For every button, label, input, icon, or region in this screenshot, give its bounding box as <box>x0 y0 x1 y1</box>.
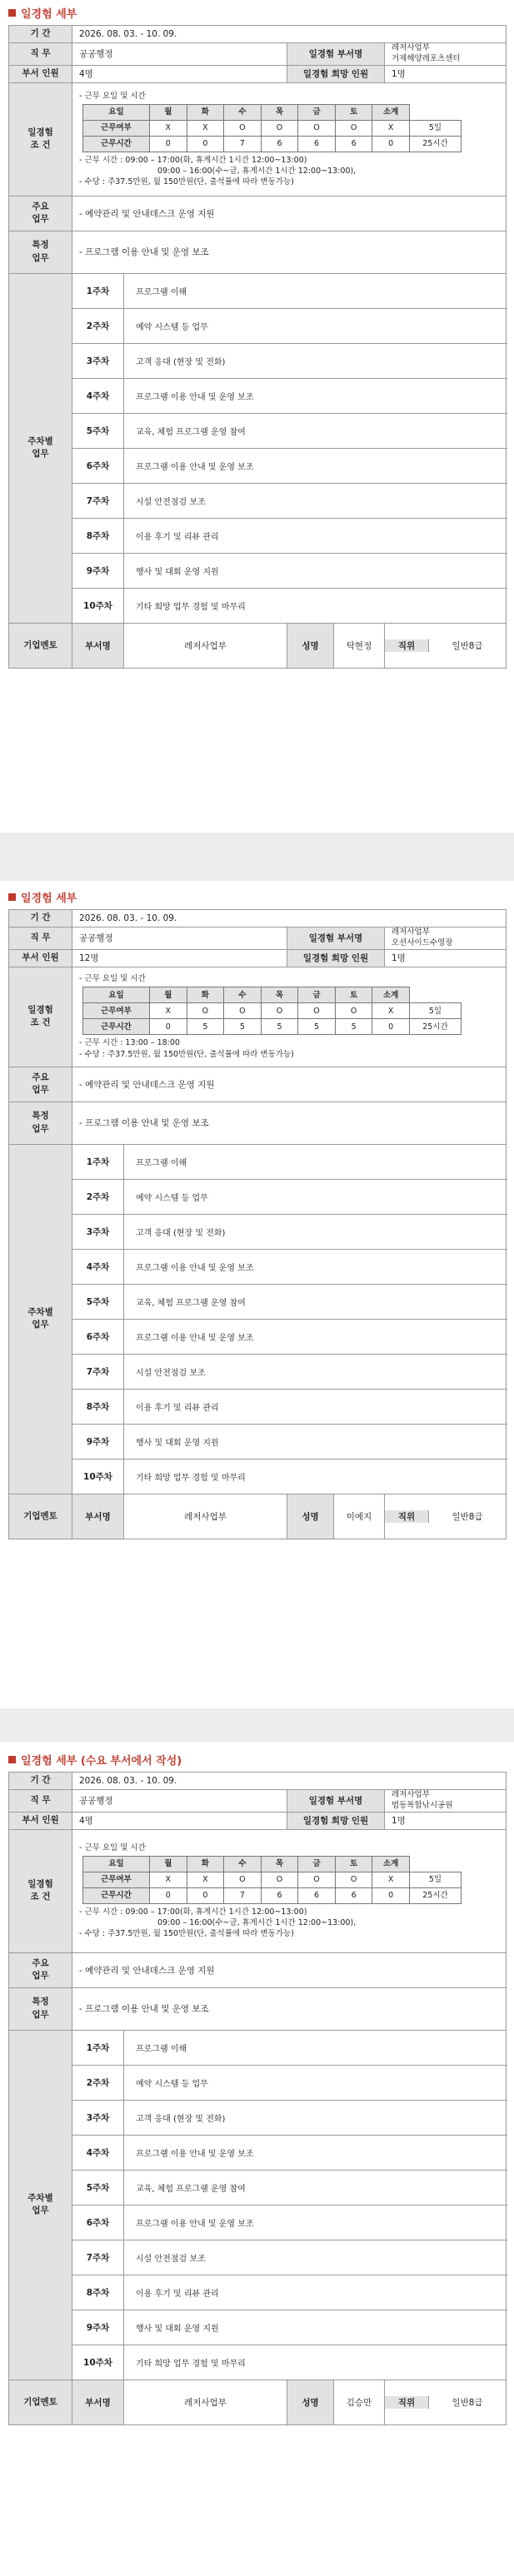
week-task: 예약 시스템 등 업무 <box>124 1179 507 1214</box>
job-value: 공공행정 <box>72 43 287 66</box>
week-number: 3주차 <box>72 1214 124 1249</box>
mentor-dept-label: 부서명 <box>72 2380 124 2424</box>
weekly-duty-label: 주차별 업무 <box>9 2030 72 2380</box>
mentor-dept-value: 레저사업부 <box>124 2380 287 2424</box>
week-number: 2주차 <box>72 308 124 343</box>
week-row <box>9 2345 507 2380</box>
week-task: 교육, 체험 프로그램 운영 참여 <box>124 413 507 448</box>
hours-header-cell: 목 <box>261 987 298 1003</box>
hours-header-cell: 토 <box>335 987 372 1003</box>
work-yn-cell: O <box>335 1872 372 1887</box>
work-yn-cell: O <box>261 1872 298 1887</box>
work-yn-cell: 5일 <box>410 1003 462 1019</box>
work-yn-cell: X <box>150 120 187 136</box>
week-task: 시설 안전점검 보조 <box>124 483 507 518</box>
work-hours-label: 근무시간 <box>83 136 150 152</box>
week-task: 행사 및 대회 운영 지원 <box>124 553 507 588</box>
special-duty-value: - 프로그램 이용 안내 및 운영 보조 <box>72 231 507 273</box>
week-row <box>9 518 507 553</box>
hours-header-cell: 월 <box>150 987 187 1003</box>
week-row <box>9 1319 507 1354</box>
week-row <box>9 2170 507 2205</box>
week-task: 기타 희망 업무 경험 및 마무리 <box>124 2345 507 2380</box>
hours-header-cell: 수 <box>224 1856 262 1872</box>
week-task: 이용 후기 및 리뷰 관리 <box>124 518 507 553</box>
week-number: 1주차 <box>72 1144 124 1179</box>
work-hours-cell: 6 <box>298 1887 336 1903</box>
mentor-name-label: 성명 <box>287 2380 334 2424</box>
week-number: 10주차 <box>72 1459 124 1494</box>
week-number: 5주차 <box>72 413 124 448</box>
week-task: 프로그램 이용 안내 및 운영 보조 <box>124 448 507 483</box>
condition-intro: - 근무 요일 및 시간 <box>79 91 146 101</box>
condition-intro: - 근무 요일 및 시간 <box>79 1842 146 1852</box>
experience-detail-section <box>0 884 514 1708</box>
week-number: 3주차 <box>72 2100 124 2135</box>
week-row <box>9 1284 507 1319</box>
mentor-position-cell <box>385 2380 507 2424</box>
condition-line: - 근무 시간 : 09:00 – 17:00(화, 휴게시간 1시간 12:00~13:00) <box>79 1907 307 1917</box>
work-yn-cell: O <box>335 120 372 136</box>
section-title-text: 일경험 세부 <box>21 7 77 21</box>
work-hours-cell: 5 <box>261 1019 298 1035</box>
work-hours-label: 근무시간 <box>83 1019 150 1035</box>
work-hours-cell: 6 <box>335 136 372 152</box>
week-task: 프로그램 이해 <box>124 2030 507 2065</box>
condition-intro: - 근무 요일 및 시간 <box>79 974 146 984</box>
hope-headcount-value: 1명 <box>385 949 507 967</box>
week-row <box>9 2205 507 2240</box>
week-number: 8주차 <box>72 518 124 553</box>
week-number: 7주차 <box>72 483 124 518</box>
experience-detail-section <box>0 1747 514 2571</box>
dept-headcount-label: 부서 인원 <box>9 949 72 967</box>
weekly-duty-label: 주차별 업무 <box>9 1144 72 1494</box>
week-number: 1주차 <box>72 273 124 308</box>
dept-value: 레저사업부 법동복합낚시공원 <box>385 1790 507 1813</box>
work-hours-cell: 0 <box>372 1887 410 1903</box>
week-task: 이용 후기 및 리뷰 관리 <box>124 2275 507 2310</box>
week-task: 예약 시스템 등 업무 <box>124 308 507 343</box>
week-number: 6주차 <box>72 1319 124 1354</box>
mentor-label: 기업멘토 <box>9 623 72 668</box>
work-hours-cell: 5 <box>298 1019 336 1035</box>
work-hours-cell: 25시간 <box>410 1887 462 1903</box>
period-label: 기 간 <box>9 910 72 927</box>
week-row <box>9 1424 507 1459</box>
work-hours-cell: 7 <box>224 1887 262 1903</box>
title-marker-icon <box>8 1756 16 1763</box>
special-duty-label: 특정 업무 <box>9 1102 72 1144</box>
week-number: 5주차 <box>72 1284 124 1319</box>
mentor-dept-value: 레저사업부 <box>124 623 287 668</box>
week-row <box>9 2030 507 2065</box>
work-hours-cell: 5 <box>335 1019 372 1035</box>
hope-headcount-value: 1명 <box>385 1812 507 1829</box>
hours-header-cell: 월 <box>150 1856 187 1872</box>
mentor-label: 기업멘토 <box>9 2380 72 2424</box>
special-duty-label: 특정 업무 <box>9 231 72 273</box>
hours-header-cell: 금 <box>298 104 336 120</box>
mentor-name-label: 성명 <box>287 623 334 668</box>
work-hours-label: 근무시간 <box>83 1887 150 1903</box>
work-hours-cell: 25시간 <box>410 1019 462 1035</box>
title-marker-icon <box>8 893 16 901</box>
week-row <box>9 413 507 448</box>
work-yn-cell: O <box>261 120 298 136</box>
section-separator <box>0 833 514 881</box>
job-value: 공공행정 <box>72 927 287 950</box>
work-hours-cell: 7 <box>224 136 262 152</box>
hours-header-cell: 요일 <box>83 104 150 120</box>
mentor-position-cell <box>385 623 507 668</box>
conditions-cell <box>72 967 507 1067</box>
job-value: 공공행정 <box>72 1790 287 1813</box>
condition-line: - 수당 : 주37.5만원, 월 150만원(단, 출석률에 따라 변동가능) <box>79 177 294 187</box>
section-title-text: 일경험 세부 <box>21 892 77 905</box>
work-yn-cell: 5일 <box>410 120 462 136</box>
section-title <box>8 884 77 909</box>
work-yn-label: 근무여부 <box>83 1872 150 1887</box>
week-number: 9주차 <box>72 2310 124 2345</box>
week-row <box>9 2135 507 2170</box>
week-number: 4주차 <box>72 2135 124 2170</box>
week-number: 7주차 <box>72 1354 124 1389</box>
mentor-position-value: 일반8급 <box>452 640 483 651</box>
work-yn-cell: O <box>298 1872 336 1887</box>
week-number: 8주차 <box>72 1389 124 1424</box>
week-task: 프로그램 이용 안내 및 운영 보조 <box>124 1319 507 1354</box>
week-task: 행사 및 대회 운영 지원 <box>124 2310 507 2345</box>
mentor-row <box>9 2380 507 2424</box>
job-label: 직 무 <box>9 927 72 950</box>
work-yn-label: 근무여부 <box>83 1003 150 1019</box>
work-hours-cell: 6 <box>335 1887 372 1903</box>
main-duty-label: 주요 업무 <box>9 1952 72 1987</box>
week-task: 행사 및 대회 운영 지원 <box>124 1424 507 1459</box>
mentor-dept-label: 부서명 <box>72 623 124 668</box>
work-hours-cell: 0 <box>187 1887 224 1903</box>
experience-detail-table <box>8 1772 507 2425</box>
main-duty-label: 주요 업무 <box>9 1067 72 1102</box>
work-yn-cell: O <box>224 1872 262 1887</box>
week-row <box>9 483 507 518</box>
mentor-dept-label: 부서명 <box>72 1494 124 1539</box>
dept-headcount-label: 부서 인원 <box>9 65 72 82</box>
work-yn-cell: O <box>224 1003 262 1019</box>
conditions-cell <box>72 82 507 196</box>
job-label: 직 무 <box>9 1790 72 1813</box>
week-number: 5주차 <box>72 2170 124 2205</box>
week-task: 기타 희망 업무 경험 및 마무리 <box>124 1459 507 1494</box>
dept-headcount-label: 부서 인원 <box>9 1812 72 1829</box>
week-task: 프로그램 이용 안내 및 운영 보조 <box>124 2135 507 2170</box>
work-yn-cell: O <box>187 1003 224 1019</box>
special-duty-value: - 프로그램 이용 안내 및 운영 보조 <box>72 1987 507 2030</box>
work-yn-cell: O <box>261 1003 298 1019</box>
hours-header-cell: 토 <box>335 1856 372 1872</box>
main-duty-value: - 예약관리 및 안내데스크 운영 지원 <box>72 1952 507 1987</box>
title-marker-icon <box>8 9 16 17</box>
hours-header-cell: 토 <box>335 104 372 120</box>
week-row <box>9 378 507 413</box>
conditions-label: 일경험 조 건 <box>9 1829 72 1952</box>
week-number: 10주차 <box>72 588 124 623</box>
mentor-position-label: 직위 <box>385 639 429 652</box>
mentor-row <box>9 623 507 668</box>
hours-header-cell: 수 <box>224 987 262 1003</box>
work-hours-cell: 6 <box>261 136 298 152</box>
section-title <box>8 0 77 25</box>
mentor-position-label: 직위 <box>385 1510 429 1523</box>
week-task: 고객 응대 (현장 및 전화) <box>124 1214 507 1249</box>
period-value: 2026. 08. 03. - 10. 09. <box>72 1773 507 1790</box>
week-number: 7주차 <box>72 2240 124 2275</box>
mentor-position-value: 일반8급 <box>452 1511 483 1522</box>
condition-line: - 근무 시간 : 13:00 – 18:00 <box>79 1038 180 1048</box>
dept-label: 일경험 부서명 <box>287 43 385 66</box>
week-task: 교육, 체험 프로그램 운영 참여 <box>124 1284 507 1319</box>
work-yn-cell: X <box>150 1003 187 1019</box>
hours-header-cell: 수 <box>224 104 262 120</box>
experience-detail-table <box>8 25 507 669</box>
work-hours-cell: 5 <box>224 1019 262 1035</box>
work-yn-cell: O <box>224 120 262 136</box>
week-row <box>9 1249 507 1284</box>
main-duty-value: - 예약관리 및 안내데스크 운영 지원 <box>72 1067 507 1102</box>
hours-header-cell: 금 <box>298 1856 336 1872</box>
hope-headcount-label: 일경험 희망 인원 <box>287 65 385 82</box>
week-number: 6주차 <box>72 2205 124 2240</box>
period-value: 2026. 08. 03. - 10. 09. <box>72 910 507 927</box>
hope-headcount-label: 일경험 희망 인원 <box>287 949 385 967</box>
work-yn-cell: O <box>298 1003 336 1019</box>
work-hours-table <box>82 1856 462 1904</box>
week-number: 8주차 <box>72 2275 124 2310</box>
period-label: 기 간 <box>9 26 72 43</box>
special-duty-label: 특정 업무 <box>9 1987 72 2030</box>
condition-line: - 수당 : 주37.5만원, 월 150만원(단, 출석률에 따라 변동가능) <box>79 1049 294 1059</box>
week-number: 1주차 <box>72 2030 124 2065</box>
mentor-position-label: 직위 <box>385 2396 429 2409</box>
week-number: 10주차 <box>72 2345 124 2380</box>
hours-header-cell: 화 <box>187 1856 224 1872</box>
work-hours-cell: 0 <box>372 136 410 152</box>
week-number: 3주차 <box>72 343 124 378</box>
main-duty-value: - 예약관리 및 안내데스크 운영 지원 <box>72 196 507 231</box>
condition-line: 09:00 – 16:00(수~금, 휴게시간 1시간 12:00~13:00), <box>157 1918 357 1928</box>
hours-header-cell: 월 <box>150 104 187 120</box>
experience-detail-section <box>0 0 514 824</box>
week-task: 예약 시스템 등 업무 <box>124 2065 507 2100</box>
hours-header-cell: 목 <box>261 1856 298 1872</box>
work-hours-table <box>82 104 462 152</box>
work-hours-cell: 0 <box>150 1887 187 1903</box>
week-task: 프로그램 이용 안내 및 운영 보조 <box>124 1249 507 1284</box>
work-yn-cell: X <box>150 1872 187 1887</box>
week-row <box>9 1389 507 1424</box>
job-label: 직 무 <box>9 43 72 66</box>
work-yn-cell: O <box>298 120 336 136</box>
conditions-cell <box>72 1829 507 1952</box>
work-hours-cell: 0 <box>150 1019 187 1035</box>
condition-line: - 수당 : 주37.5만원, 월 150만원(단, 출석률에 따라 변동가능) <box>79 1929 294 1939</box>
period-label: 기 간 <box>9 1773 72 1790</box>
week-row <box>9 2275 507 2310</box>
hours-header-cell: 요일 <box>83 987 150 1003</box>
week-task: 이용 후기 및 리뷰 관리 <box>124 1389 507 1424</box>
mentor-name-value: 탁현정 <box>334 623 385 668</box>
work-yn-cell: X <box>372 120 410 136</box>
dept-headcount-value: 12명 <box>72 949 287 967</box>
week-task: 교육, 체험 프로그램 운영 참여 <box>124 2170 507 2205</box>
week-row <box>9 1144 507 1179</box>
week-number: 4주차 <box>72 1249 124 1284</box>
work-hours-cell: 5 <box>187 1019 224 1035</box>
week-row <box>9 2065 507 2100</box>
hours-header-cell: 화 <box>187 987 224 1003</box>
week-row <box>9 343 507 378</box>
work-hours-cell: 0 <box>150 136 187 152</box>
week-task: 프로그램 이용 안내 및 운영 보조 <box>124 2205 507 2240</box>
weekly-duty-label: 주차별 업무 <box>9 273 72 623</box>
dept-value: 레저사업부 오션사이드수영장 <box>385 927 507 950</box>
work-yn-cell: X <box>187 1872 224 1887</box>
week-row <box>9 2240 507 2275</box>
week-row <box>9 1459 507 1494</box>
work-hours-cell: 25시간 <box>410 136 462 152</box>
mentor-position-cell <box>385 1494 507 1539</box>
work-yn-cell: X <box>372 1872 410 1887</box>
week-task: 프로그램 이용 안내 및 운영 보조 <box>124 378 507 413</box>
week-task: 고객 응대 (현장 및 전화) <box>124 2100 507 2135</box>
section-title-text: 일경험 세부 (수요 부서에서 작성) <box>21 1754 182 1768</box>
section-title <box>8 1747 182 1772</box>
work-yn-cell: X <box>372 1003 410 1019</box>
dept-label: 일경험 부서명 <box>287 1790 385 1813</box>
week-number: 6주차 <box>72 448 124 483</box>
hours-header-cell: 소계 <box>372 1856 410 1872</box>
work-yn-label: 근무여부 <box>83 120 150 136</box>
work-hours-cell: 6 <box>298 136 336 152</box>
week-task: 프로그램 이해 <box>124 1144 507 1179</box>
week-number: 4주차 <box>72 378 124 413</box>
work-yn-cell: 5일 <box>410 1872 462 1887</box>
mentor-name-label: 성명 <box>287 1494 334 1539</box>
week-row <box>9 2310 507 2345</box>
week-row <box>9 1179 507 1214</box>
dept-value: 레저사업부 거제해양레포츠센터 <box>385 43 507 66</box>
mentor-name-value: 이예지 <box>334 1494 385 1539</box>
hours-header-cell: 목 <box>261 104 298 120</box>
hours-header-cell: 소계 <box>372 104 410 120</box>
work-hours-cell: 6 <box>261 1887 298 1903</box>
work-yn-cell: O <box>335 1003 372 1019</box>
conditions-label: 일경험 조 건 <box>9 967 72 1067</box>
week-row <box>9 308 507 343</box>
work-hours-cell: 0 <box>187 136 224 152</box>
hope-headcount-value: 1명 <box>385 65 507 82</box>
hours-header-cell: 화 <box>187 104 224 120</box>
week-task: 시설 안전점검 보조 <box>124 2240 507 2275</box>
work-hours-table <box>82 987 462 1035</box>
week-task: 시설 안전점검 보조 <box>124 1354 507 1389</box>
week-row <box>9 448 507 483</box>
week-row <box>9 588 507 623</box>
mentor-dept-value: 레저사업부 <box>124 1494 287 1539</box>
week-row <box>9 273 507 308</box>
conditions-label: 일경험 조 건 <box>9 82 72 196</box>
week-row <box>9 2100 507 2135</box>
week-task: 프로그램 이해 <box>124 273 507 308</box>
special-duty-value: - 프로그램 이용 안내 및 운영 보조 <box>72 1102 507 1144</box>
dept-headcount-value: 4명 <box>72 1812 287 1829</box>
week-row <box>9 1214 507 1249</box>
main-duty-label: 주요 업무 <box>9 196 72 231</box>
experience-detail-table <box>8 909 507 1539</box>
week-number: 9주차 <box>72 1424 124 1459</box>
week-number: 2주차 <box>72 2065 124 2100</box>
week-number: 9주차 <box>72 553 124 588</box>
mentor-label: 기업멘토 <box>9 1494 72 1539</box>
dept-headcount-value: 4명 <box>72 65 287 82</box>
hope-headcount-label: 일경험 희망 인원 <box>287 1812 385 1829</box>
mentor-position-value: 일반8급 <box>452 2397 483 2408</box>
week-task: 기타 희망 업무 경험 및 마무리 <box>124 588 507 623</box>
work-yn-cell: X <box>187 120 224 136</box>
work-hours-cell: 0 <box>372 1019 410 1035</box>
mentor-name-value: 김승만 <box>334 2380 385 2424</box>
condition-line: - 근무 시간 : 09:00 – 17:00(화, 휴게시간 1시간 12:00~13:00) <box>79 155 307 165</box>
hours-header-cell: 요일 <box>83 1856 150 1872</box>
period-value: 2026. 08. 03. - 10. 09. <box>72 26 507 43</box>
condition-line: 09:00 – 16:00(수~금, 휴게시간 1시간 12:00~13:00), <box>157 167 357 177</box>
week-task: 고객 응대 (현장 및 전화) <box>124 343 507 378</box>
week-row <box>9 1354 507 1389</box>
mentor-row <box>9 1494 507 1539</box>
week-number: 2주차 <box>72 1179 124 1214</box>
hours-header-cell: 소계 <box>372 987 410 1003</box>
hours-header-cell: 금 <box>298 987 336 1003</box>
dept-label: 일경험 부서명 <box>287 927 385 950</box>
week-row <box>9 553 507 588</box>
